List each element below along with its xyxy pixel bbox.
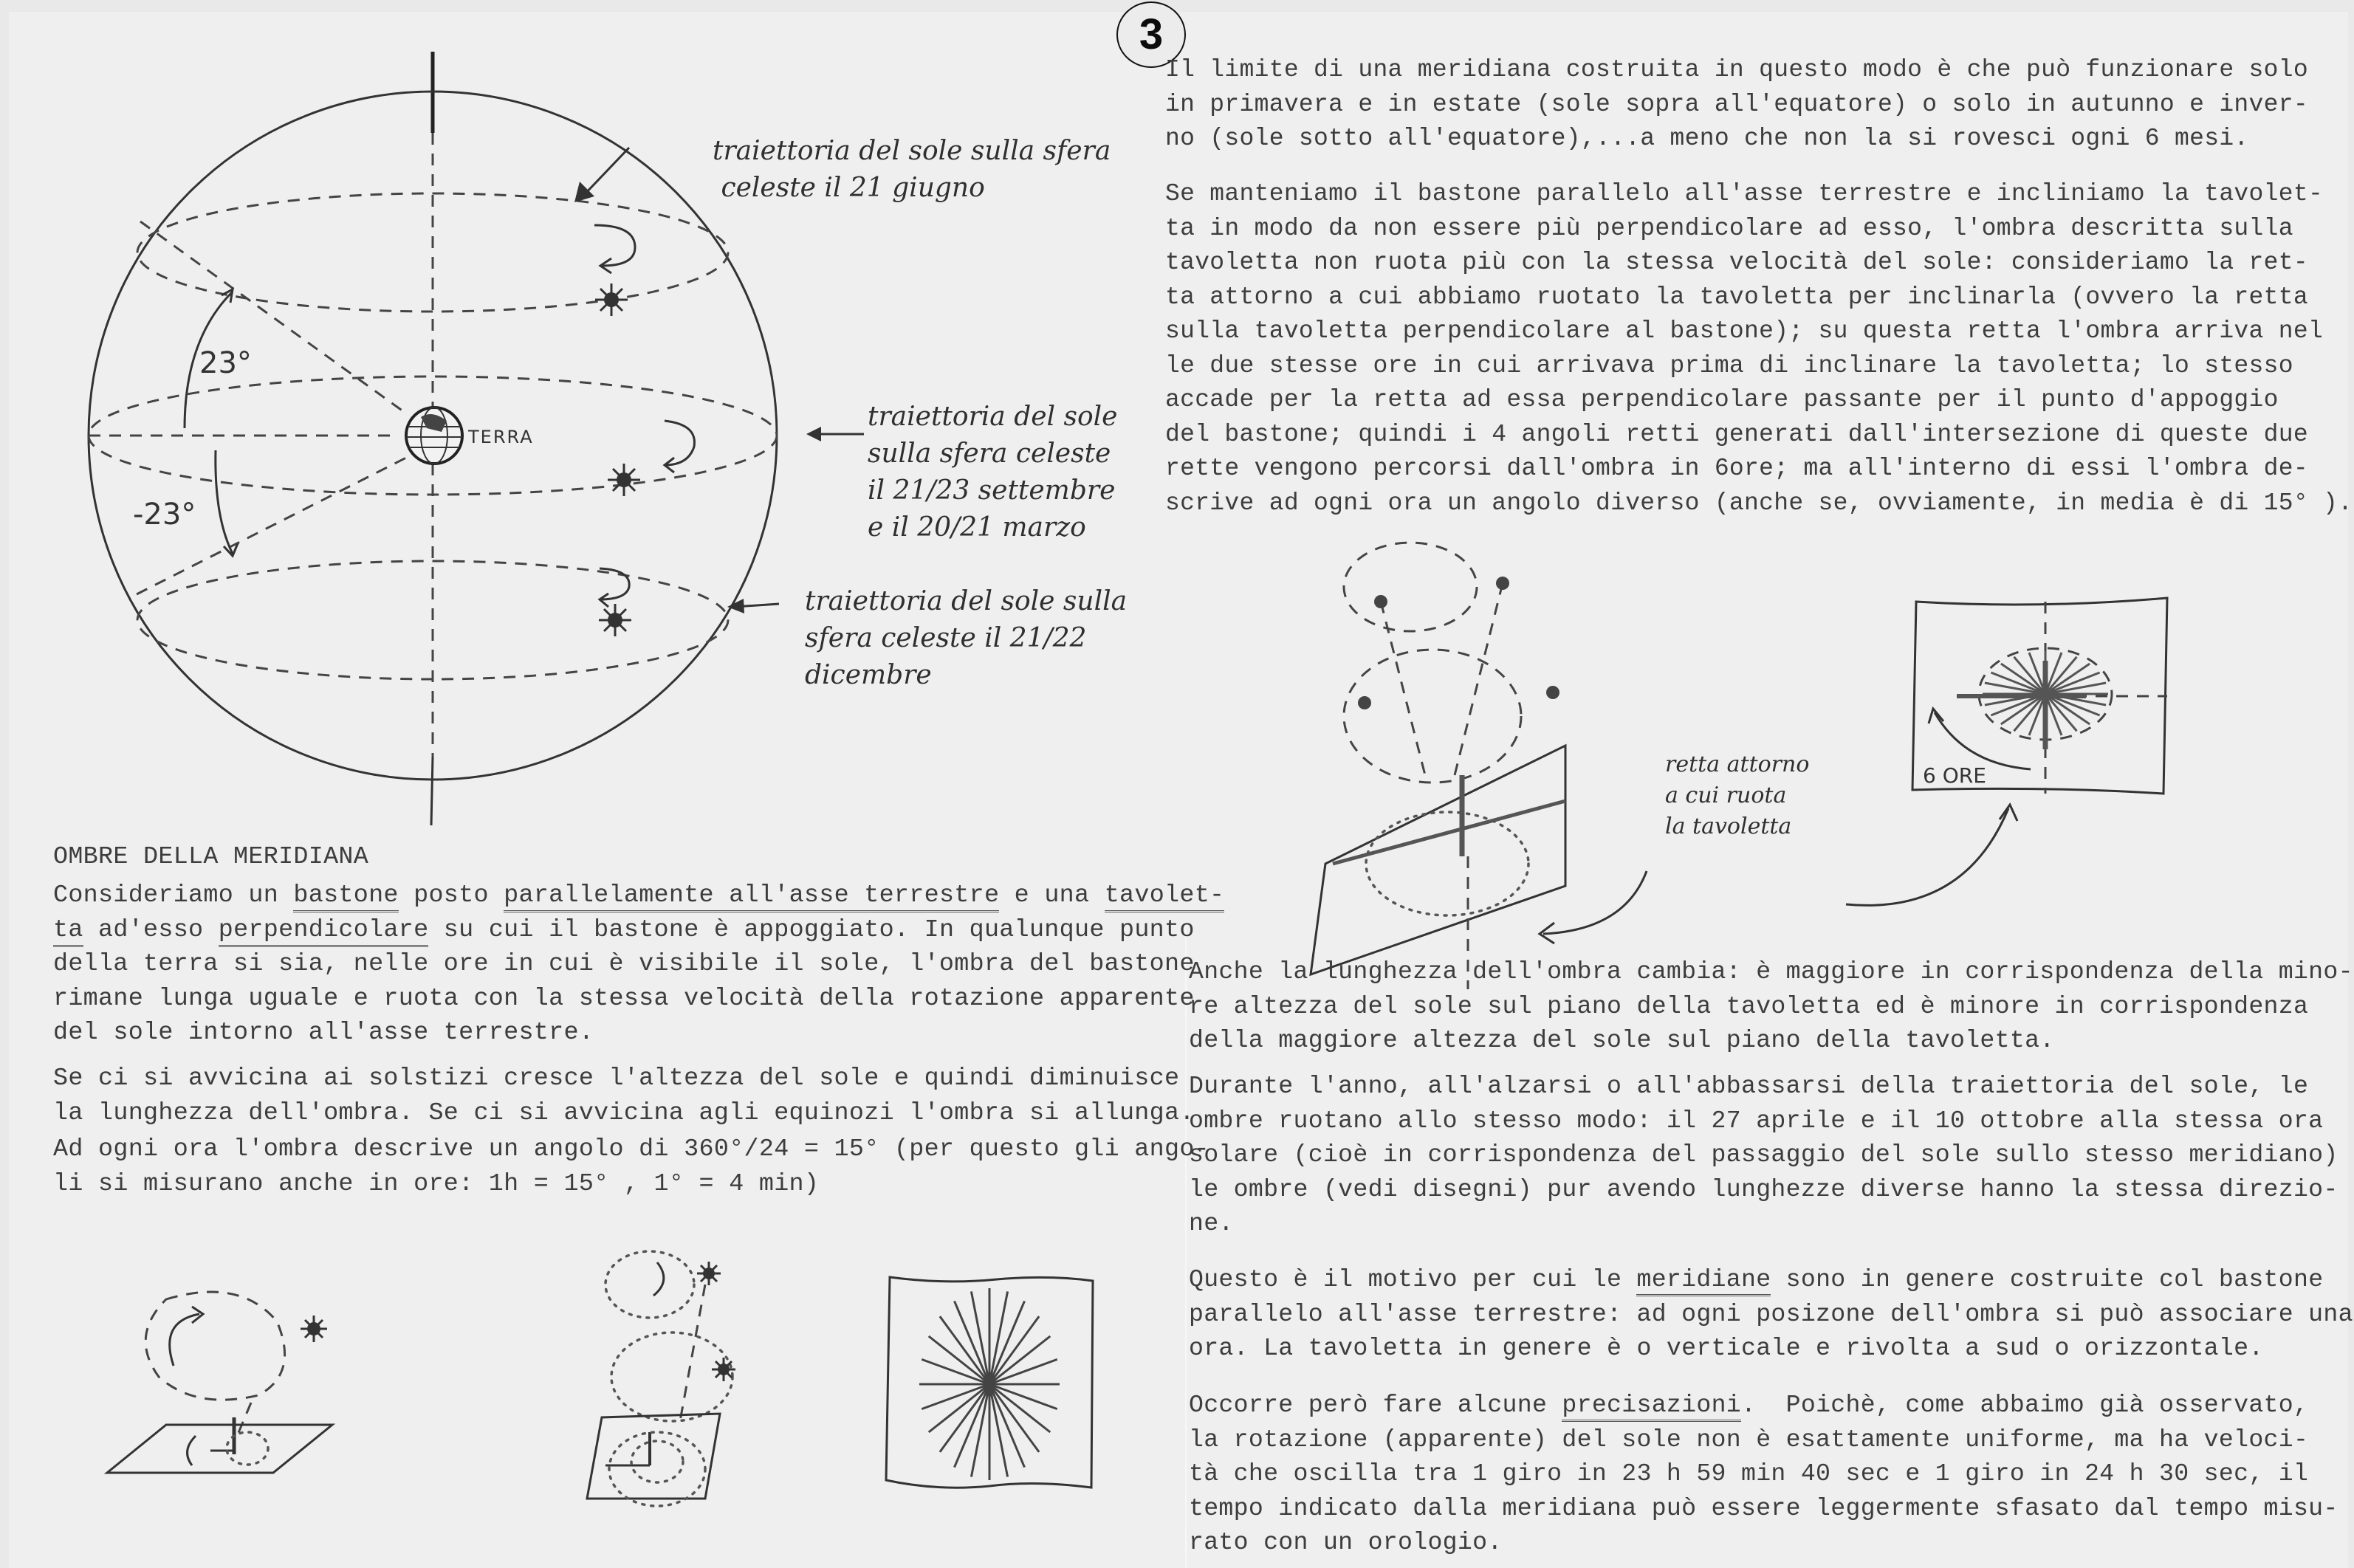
paragraph-stick-shadow (53, 878, 1224, 1051)
ecliptic-line-upper (140, 221, 406, 413)
sun-orbit (145, 1292, 284, 1400)
annotation-june: traiettoria del sole sulla sfera celeste il 21 giugno (713, 136, 1111, 203)
paragraph-during-year: Durante l'anno, all'alzarsi o all'abbassarsi della traiettoria del sole, le ombre ruotano allo stesso modo: il 27 aprile e il 10 ottobre alla stessa ora solare (cioè in corrispondenza del passaggio del sole sullo stesso meridiano) le ombre (vedi disegni) pur avendo lunghezze diverse hanno la stessa direzio- ne. (1189, 1072, 2338, 1237)
hour-lines (1983, 651, 2108, 737)
sun-position (1358, 696, 1371, 709)
text-line: del bastone; quindi i 4 angoli retti generati dall'intersezione di queste due (1165, 420, 2308, 448)
seasonal-sundial-diagram (561, 1240, 783, 1550)
text-line: tavoletta non ruota più con la stessa velocità del sole: consideriamo la ret- (1165, 249, 2308, 276)
paragraph-limit: Il limite di una meridiana costruita in questo modo è che può funzionare solo in primavera e in estate (sole sopra all'equatore) o solo in autunno e inver- no (sole sotto all'equatore),...a meno che non la si rovesci ogni 6 mesi. (1165, 56, 2308, 152)
paragraph-solstices: Se ci si avvicina ai solstizi cresce l'altezza del sole e quindi diminuisce la lunghezza dell'ombra. Se ci si avvicina agli equinozi l'ombra si allunga. (53, 1065, 1195, 1127)
angle-label-down: -23° (133, 498, 196, 532)
sun-icon-equinox (608, 464, 640, 496)
earth-axis-bottom (431, 757, 433, 825)
page-number-badge: 3 (1116, 1, 1186, 68)
earth-globe-icon (406, 408, 462, 464)
hours-label: 6 ORE (1923, 763, 1986, 788)
horizontal-sundial-diagram (70, 1255, 366, 1499)
paragraph-meridians: Questo è il motivo per cui le meridiane sono in genere costruite col bastone parallelo all'asse terrestre: ad ogni posizone dell'ombra si può associare una ora. La tavoletta in genere è o verticale e rivolta a sud o orizzontale. (1189, 1265, 2353, 1362)
angle-arrow-down (216, 450, 233, 554)
horizontal-plate (107, 1425, 332, 1473)
text-line: sulla tavoletta perpendicolare al bastone); su questa retta l'ombra arriva nel (1165, 317, 2324, 345)
text-line: Se manteniamo il bastone parallelo all'asse terrestre e incliniamo la tavolet- (1165, 180, 2324, 207)
sun-icon (301, 1316, 327, 1342)
text-line: ta ad'esso perpendicolare su cui il bastone è appoggiato. In qualunque punto (53, 916, 1195, 947)
pointer-arrow-june (583, 148, 629, 196)
vertical-dial-rays-diagram (886, 1273, 1108, 1510)
text-line: accade per la retta ad essa perpendicolare passante per il punto d'appoggio (1165, 386, 2279, 413)
text-line: rimane lunga uguale e ruota con la stessa velocità della rotazione apparente (53, 984, 1195, 1013)
shadow-rays (919, 1288, 1060, 1480)
rotation-axis-label: retta attorno a cui ruota la tavoletta (1665, 752, 1810, 839)
text-line: ta in modo da non essere più perpendicolare ad esso, l'ombra descritta sulla (1165, 214, 2293, 242)
sun-icon (697, 1262, 721, 1285)
text-line: del sole intorno all'asse terrestre. (53, 1019, 594, 1047)
text-line: le due stesse ore in cui arrivava prima di inclinare la tavoletta; lo stesso (1165, 351, 2293, 379)
section-heading: OMBRE DELLA MERIDIANA (53, 843, 369, 871)
sun-icon-june (595, 283, 628, 316)
annotation-december: traiettoria del sole sulla sfera celeste il 21/22 dicembre (805, 586, 1128, 690)
text-line: Consideriamo un bastone posto parallelamente all'asse terrestre e una tavolet- (53, 881, 1224, 912)
rotation-arrow-june (594, 225, 635, 266)
text-line: scrive ad ogni ora un angolo diverso (anche se, ovviamente, in media è di 15° ). (1165, 489, 2353, 517)
text-line: ta attorno a cui abbiamo ruotato la tavoletta per inclinarla (ovvero la retta (1165, 283, 2308, 311)
earth-label: TERRA (468, 427, 534, 447)
paragraph-precisions: Occorre però fare alcune precisazioni. Poichè, come abbaimo già osservato, la rotazione (apparente) del sole non è esattamente uniforme, ma ha veloci- tà che oscilla tra 1 giro in 23 h 59 min 40 sec e 1 giro in 24 h 30 sec, il tempo indicato dalla meridiana può essere leggermente sfasato dal tempo misu- rato con un orologio. (1189, 1391, 2338, 1556)
annotation-equinox: traiettoria del sole sulla sfera celeste il 21/23 settembre e il 20/21 marzo (868, 402, 1118, 543)
paragraph-hour-angle: Ad ogni ora l'ombra descrive un angolo di 360°/24 = 15° (per questo gli ango- li si misurano anche in ore: 1h = 15° , 1° = 4 min) (53, 1135, 1209, 1198)
rotation-arrow-equinox (665, 421, 695, 465)
text-line: della terra si sia, nelle ore in cui è visibile il sole, l'ombra del bastone (53, 950, 1195, 978)
paragraph-shadow-length: Anche la lunghezza dell'ombra cambia: è maggiore in corrispondenza della mino- re altezza del sole sul piano della tavoletta ed è minore in corrispondenza della maggiore altezza del sole sul piano della tavoletta. (1189, 957, 2353, 1054)
vertical-plate-hour-lines-diagram (1912, 594, 2193, 801)
sun-icon-december (599, 604, 631, 636)
paragraph-inclined-plate (1165, 177, 2353, 520)
angle-label-up: 23° (199, 346, 252, 380)
sun-position (1546, 686, 1559, 699)
text-line: rette vengono percorsi dall'ombra in 6ore; ma all'interno di essi l'ombra de- (1165, 455, 2308, 482)
